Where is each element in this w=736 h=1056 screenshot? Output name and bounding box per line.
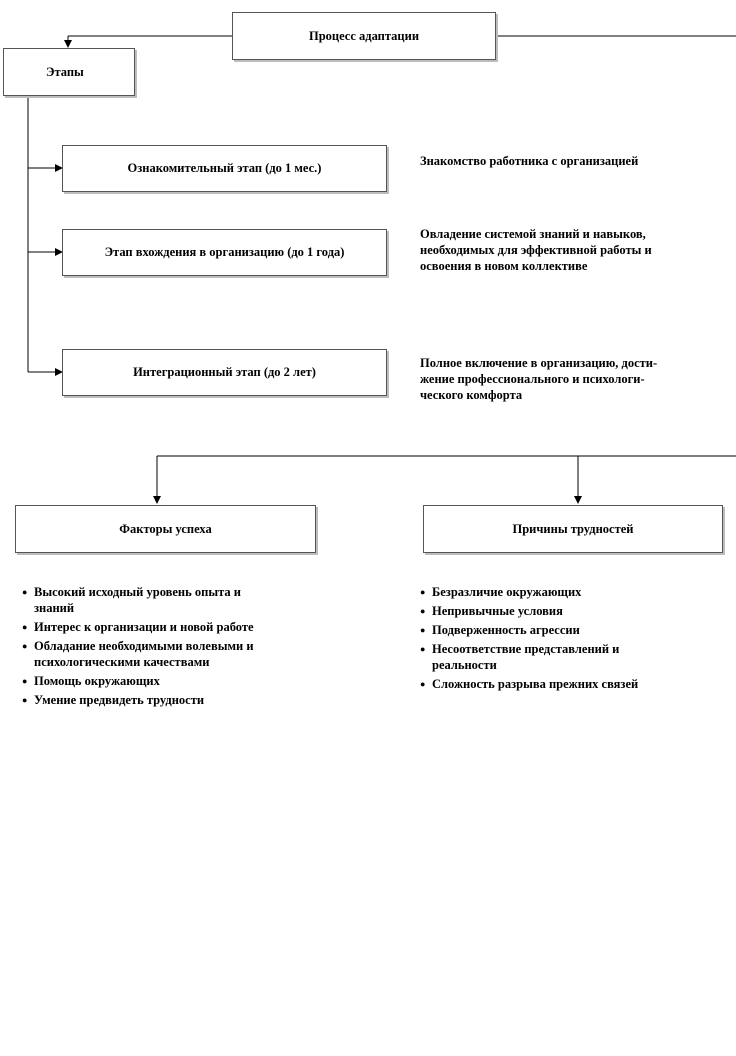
list-item: ● Непривычные условия [420, 603, 720, 619]
success-factors-box [15, 505, 316, 553]
stages-header-box [3, 48, 135, 96]
root-process-label: Процесс адаптации [308, 28, 420, 43]
list-item: ● Умение предвидеть трудности [22, 692, 322, 708]
difficulty-causes-label: Причины трудностей [512, 521, 634, 536]
stages-header-label: Этапы [46, 64, 84, 79]
stage-description-3: Полное включение в организацию, дости- жение профессионального и психологи- ческого комфорта [420, 356, 658, 402]
success-factors-label: Факторы успеха [119, 521, 212, 536]
stage-box-2 [62, 229, 387, 276]
root-process-box [232, 12, 496, 60]
stage-label-3: Интеграционный этап (до 2 лет) [133, 365, 316, 379]
list-item: ● Обладание необходимыми волевыми и психологическими качествами [22, 638, 322, 670]
list-item: ● Высокий исходный уровень опыта и знаний [22, 584, 322, 616]
stage-label-2: Этап вхождения в организацию (до 1 года) [104, 245, 345, 259]
stage-box-3 [62, 349, 387, 396]
stage-description-1: Знакомство работника с организацией [420, 154, 639, 168]
list-item: ● Интерес к организации и новой работе [22, 619, 322, 635]
stage-description-2: Овладение системой знаний и навыков, необходимых для эффективной работы и освоения в новом коллективе [420, 227, 652, 273]
list-item: ● Несоответствие представлений и реальности [420, 641, 720, 673]
success-factors-list [22, 584, 322, 711]
list-item: ● Сложность разрыва прежних связей [420, 676, 720, 692]
difficulty-causes-list [420, 584, 720, 695]
list-item: ● Помощь окружающих [22, 673, 322, 689]
stage-label-1: Ознакомительный этап (до 1 мес.) [127, 161, 322, 175]
stage-box-1 [62, 145, 387, 192]
list-item: ● Подверженность агрессии [420, 622, 720, 638]
list-item: ● Безразличие окружающих [420, 584, 720, 600]
difficulty-causes-box [423, 505, 723, 553]
